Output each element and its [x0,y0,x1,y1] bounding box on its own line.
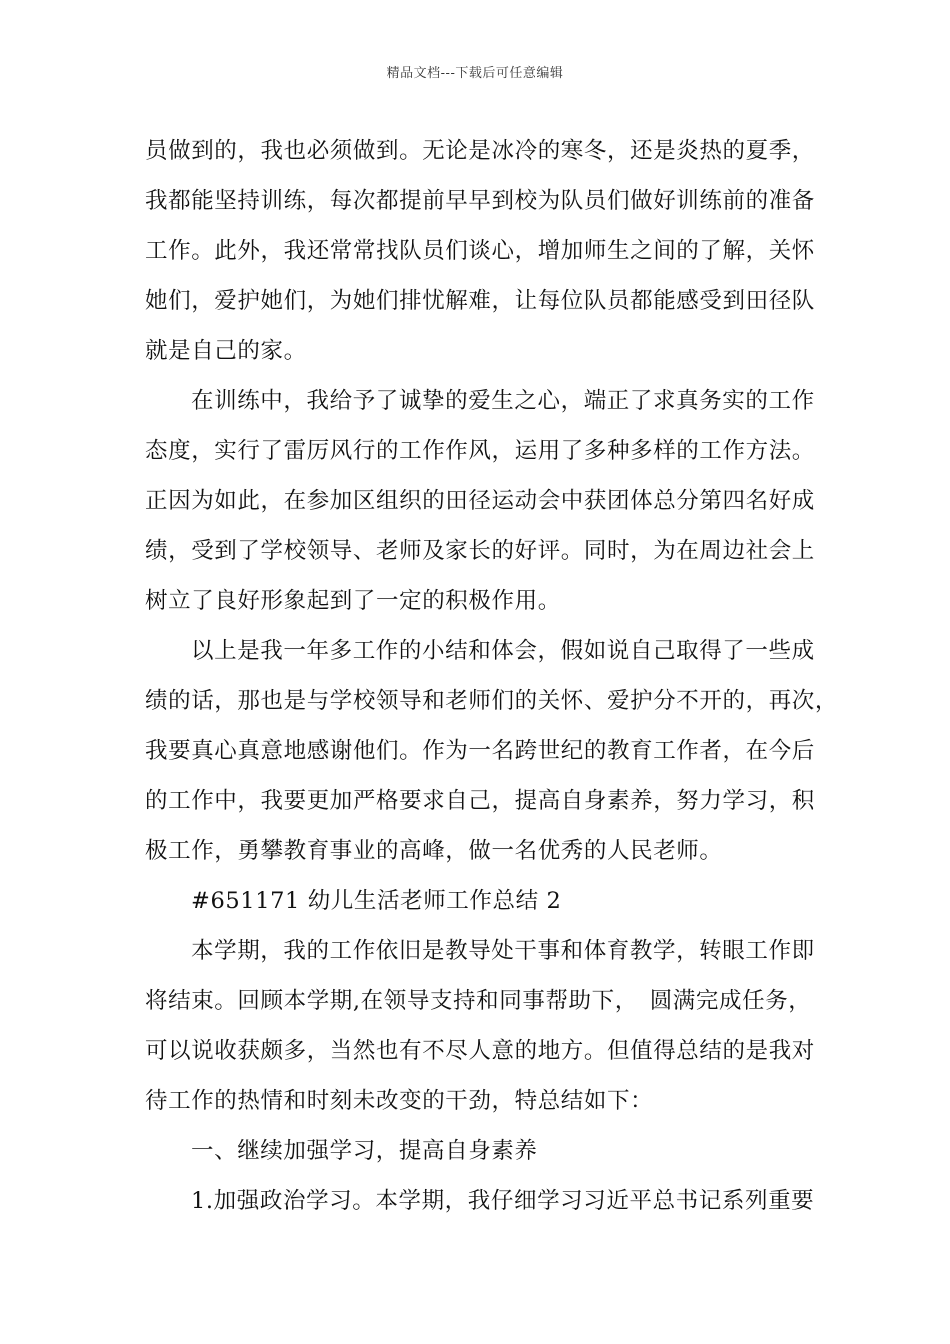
text-line: 绩，受到了学校领导、老师及家长的好评。同时，为在周边社会上 [145,538,815,564]
text-line: 一、继续加强学习，提高自身素养 [191,1138,538,1164]
text-line: 我要真心真意地感谢他们。作为一名跨世纪的教育工作者，在今后 [145,738,815,764]
text-line: 本学期，我的工作依旧是教导处干事和体育教学，转眼工作即 [191,938,815,964]
text-line: 以上是我一年多工作的小结和体会，假如说自己取得了一些成 [191,638,815,664]
text-line: 在训练中，我给予了诚挚的爱生之心，端正了求真务实的工作 [191,388,815,414]
text-line: 正因为如此，在参加区组织的田径运动会中获团体总分第四名好成 [145,488,815,514]
text-line: 工作。此外，我还常常找队员们谈心，增加师生之间的了解，关怀 [145,238,815,264]
text-line: 树立了良好形象起到了一定的积极作用。 [145,588,561,614]
text-line: 1.加强政治学习。本学期，我仔细学习习近平总书记系列重要 [191,1188,815,1214]
text-line: 的工作中，我要更加严格要求自己，提高自身素养，努力学习，积 [145,788,815,814]
text-line: 待工作的热情和时刻未改变的干劲，特总结如下： [145,1088,654,1114]
text-line: 绩的话，那也是与学校领导和老师们的关怀、爱护分不开的，再次， [145,688,839,714]
text-line: 将结束。回顾本学期,在领导支持和同事帮助下， 圆满完成任务， [145,988,812,1014]
text-line: 极工作，勇攀教育事业的高峰，做一名优秀的人民老师。 [145,838,723,864]
document-body [145,126,839,1226]
text-line: 她们，爱护她们，为她们排忧解难，让每位队员都能感受到田径队 [145,288,815,314]
text-line: 可以说收获颇多，当然也有不尽人意的地方。但值得总结的是我对 [145,1038,815,1064]
text-line: #651171 幼儿生活老师工作总结 2 [191,888,562,914]
text-line: 员做到的，我也必须做到。无论是冰冷的寒冬，还是炎热的夏季， [145,138,815,164]
page-header: 精品文档---下载后可任意编辑 [386,66,564,81]
text-line: 我都能坚持训练，每次都提前早早到校为队员们做好训练前的准备 [145,188,815,214]
text-line: 态度，实行了雷厉风行的工作作风，运用了多种多样的工作方法。 [145,438,815,464]
text-line: 就是自己的家。 [145,338,307,364]
